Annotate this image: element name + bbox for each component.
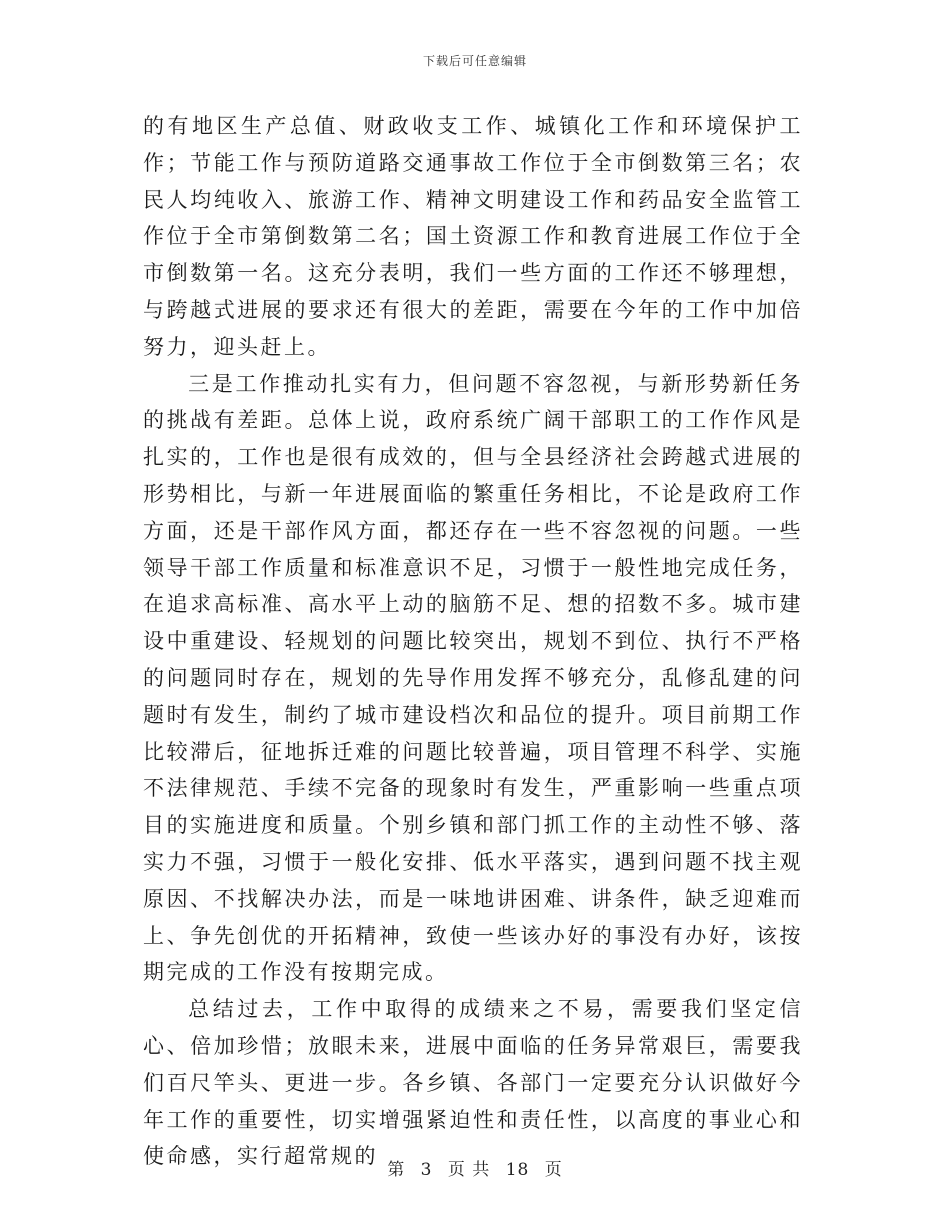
page-header: 下载后可任意编辑 — [422, 54, 527, 68]
footer-middle: 页 共 — [447, 1160, 491, 1180]
current-page-number: 3 — [420, 1160, 433, 1180]
page-footer — [0, 1155, 950, 1180]
total-page-count: 18 — [505, 1160, 530, 1180]
footer-prefix: 第 — [387, 1160, 406, 1180]
paragraph-continuation: 的有地区生产总值、财政收支工作、城镇化工作和环境保护工作；节能工作与预防道路交通事故工作位于全市倒数第三名；农民人均纯收入、旅游工作、精神文明建设工作和药品安全监管工作位于全市第倒数第二名；国土资源工作和教育进展工作位于全市倒数第一名。这充分表明，我们一些方面的工作还不够理想，与跨越式进展的要求还有很大的差距，需要在今年的工作中加倍努力，迎头赶上。 — [143, 114, 803, 359]
paragraph-summary: 总结过去，工作中取得的成绩来之不易，需要我们坚定信心、倍加珍惜；放眼未来，进展中面临的任务异常艰巨，需要我们百尺竿头、更进一步。各乡镇、各部门一定要充分认识做好今年工作的重要性，切实增强紧迫性和责任性，以高度的事业心和使命感，实行超常规的 — [143, 997, 803, 1169]
document-body — [143, 108, 803, 1175]
footer-suffix: 页 — [544, 1160, 563, 1180]
paragraph-work-problems: 三是工作推动扎实有力，但问题不容忽视，与新形势新任务的挑战有差距。总体上说，政府系统广阔干部职工的工作作风是扎实的，工作也是很有成效的，但与全县经济社会跨越式进展的形势相比，与新一年进展面临的繁重任务相比，不论是政府工作方面，还是干部作风方面，都还存在一些不容忽视的问题。一些领导干部工作质量和标准意识不足，习惯于一般性地完成任务，在追求高标准、高水平上动的脑筋不足、想的招数不多。城市建设中重建设、轻规划的问题比较突出，规划不到位、执行不严格的问题同时存在，规划的先导作用发挥不够充分，乱修乱建的问题时有发生，制约了城市建设档次和品位的提升。项目前期工作比较滞后，征地拆迁难的问题比较普遍，项目管理不科学、实施不法律规范、手续不完备的现象时有发生，严重影响一些重点项目的实施进度和质量。个别乡镇和部门抓工作的主动性不够、落实力不强，习惯于一般化安排、低水平落实，遇到问题不找主观原因、不找解决办法，而是一味地讲困难、讲条件，缺乏迎难而上、争先创优的开拓精神，致使一些该办好的事没有办好，该按期完成的工作没有按期完成。 — [143, 371, 803, 985]
